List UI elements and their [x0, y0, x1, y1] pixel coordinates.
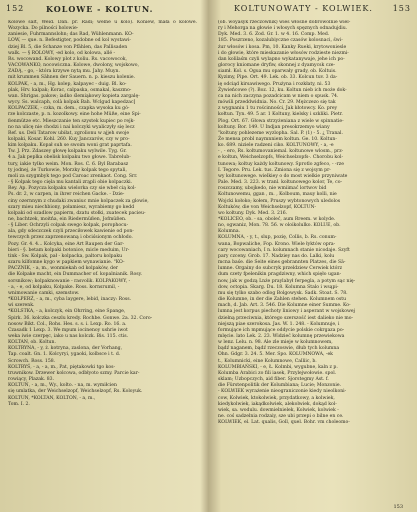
text-line: - § Liber. Ochrzyli colpak swego kolpak, porophocu-: [8, 223, 129, 229]
text-line: tink - Sw. Kolpak, pał - kolpacka, paltoru kolpaku: [8, 253, 123, 259]
text-line: ciny ozernnym z chudaki zwaniuc mnie kolpaczek za glowie,: [8, 198, 149, 204]
text-line: ßenmütze etc. Mieszczanie ten szystek kupiec po rejk-: [8, 118, 135, 124]
text-line: KOLUMNA, - y, t., slup, pozię, Collis, b. Rs. conum-: [218, 235, 337, 241]
left-entries-block-3: [8, 346, 197, 383]
text-line: szary mieu niechbiony, połamiesz, wyrabiemy go kedd: [8, 204, 135, 210]
text-line: mlęcie. lato Lek. 2. 23. Widzieć kolumnę przewiekowa: [218, 333, 345, 339]
text-line: KOLWIEK, el. Lat. qualis, Goll, quel. Bohr. vm choleomo-: [218, 420, 350, 426]
text-line: Rey. Ap. Pozycza kolpaku wielorka czy sie wbeł cią kol-: [8, 186, 136, 192]
text-line: Ohn. Gdgr. 3. 24. 5. Mer. Spo. KOLUMNOWA, -ek: [218, 352, 333, 358]
text-line: Spirk. 36. kolczka ceszlu kredy. Rochbe. Gonwe. 2a. 32. Coro-: [8, 315, 153, 321]
text-line: niejszą piae szerokosa. Jas. W. 1. 248. - Kolumnuje, i: [218, 321, 340, 327]
text-line: kiedykolwiek, iakądkolwiek, alekolwiek, dokąd kol-: [218, 401, 337, 407]
text-line: glorocy kniomane dryfiw, skonnej z dyamycsk cze-: [218, 63, 336, 69]
text-line: - , - ero, Rs. koltumovaniemal. koltunowe wlosm., prz-: [218, 149, 344, 155]
text-line: siamł. Kol. s. Ogua mu oparwały grady, ob. Koltuis.: [218, 69, 337, 75]
text-line: die Kolpake macht, ein Dummacher of. kopalnianik. Rosy.: [8, 272, 143, 278]
text-line: die Fürstenpolitik der Kolumbiana; Lucie; Monzonie.: [218, 383, 342, 389]
left-running-header: [6, 4, 201, 16]
text-line: ca na nich zaczyna pozadcicam w niem o spusk. 74.: [218, 93, 339, 99]
text-line: dan kolilaśm czyli wylapno wykatanywaje, jehe ich po-: [218, 56, 345, 62]
text-line: "koltuny pohlezeme wyzlopha. Sal. P. (1) - 5. ¿ Tranal.: [218, 130, 343, 136]
text-line: dow, octopia. Skarg. Du. 18. Kolumna Stalo i wsąpi-: [218, 284, 339, 290]
text-line: no, ogwaniz, Mon. 78. 56. w oloikolulko. KOLUE, ob.: [218, 223, 341, 229]
text-line: KOLTRYNA, - y, ż. kotryna, zaslona, der Vorhang,: [8, 346, 123, 352]
text-line: walk. — § ROLOWY, -ed kolo, od kolowa, allé -: [8, 50, 116, 56]
text-line: Kolowe salt, Weid. Dan. pr. Radi; welne u kolo). Koniew, mała o kolowé. Wozycka. Do pilności holowie-: [8, 20, 197, 32]
text-line: ne, bachtzek, moitńa, ein Riedermüßen, Jofmüßen.: [8, 217, 127, 222]
text-line: dziej Bl. 5, die Schanze von Pfählen, das Pallisaden: [8, 44, 128, 50]
text-line: *KOLSTKA, - a, kolczyk, ein Ohrring, eine Spange,: [8, 309, 126, 315]
text-line: Plog. Ort. 67. Głowa strzyżeniana z wiele w spinnatie-: [218, 118, 344, 124]
text-line: w lenz. Lelu. n. 98. Ale zle mieje w kolumnowem,: [218, 340, 333, 346]
right-running-head: KOLTUNOWATY - KOLWIEK.: [234, 4, 373, 13]
text-line: zaniesie, Fuhrmannslohn; das Rad, Wühlenmann. KO-: [8, 32, 134, 38]
text-line: wnimowanie camki, szemstow.: [8, 290, 80, 296]
left-running-head: KOLOWE - KOLTUN.: [46, 4, 154, 14]
text-line: KOLPACZEK, - czka, m. dem., czapka wysoka ku gó-: [8, 106, 130, 112]
text-line: moli za szygmbyk tego pod Caroac zrenkaot. Cong. Srr.: [8, 173, 138, 179]
text-line: PACZNIK, - a, m., wonmiekah od kolpaków, der: [8, 266, 119, 272]
text-line: KOLTUN, *KOLTAN, KOLTON, - a, m.,: [8, 395, 96, 401]
text-line: wi szerenk.: [8, 303, 35, 309]
text-line: rze kolczaste, p. n. kozolkowy. eine hohe Müße, eine Spi-: [8, 112, 141, 118]
text-line: Dyk. Med. 3. 6. Zod. Gr. 1. w 4. 16. Comp. Med.: [218, 32, 330, 38]
text-line: mówili przeddwidnia. No. Cr. 29. Mężczezo się tak: [218, 100, 336, 106]
text-line: truwnikow. Drzewer kolcowa, odbłyoto szmy. Parcie kar-: [8, 370, 140, 376]
text-line: KOLUMBIAŃSKI, - e, Ł. Kolmbi, wygubne, kaln z p.: [218, 364, 338, 370]
text-line: Żywieńcowe (?). Boz. 12, ku. Koltun nieb ich może dok-: [218, 87, 347, 93]
text-line: ko. 689. niziele radzeni ciko. KOLTUNOWY, - a, -e: [218, 143, 334, 149]
text-line: pary czceny. Grob. 17. Nadziey nas do. Lalki, kolu: [218, 253, 335, 259]
text-line: Kolumba Arabici zo fili iasek, Przylejwołowie. spol.: [218, 370, 337, 376]
text-line: mit krummen Sähnen der Sauern. n. p. kieszu kolenie.: [8, 75, 136, 81]
text-line: KOLTUŃ, - a, m., Wy., kolto. - na, m. wymiłcien: [8, 383, 117, 389]
text-line: KOLPAK, - a, m., Hg. kolep, kalpayec - duig. Bl. ko-: [8, 81, 127, 87]
right-running-header: [216, 4, 411, 16]
text-line: sklam; Uzbopczych, aid fiber. Sjorstegmy Ast. f.: [218, 377, 329, 383]
text-line: wiek, sa. wodulu. dowmielnielek, Kolwiek, kolwiek -: [218, 407, 339, 413]
text-line: Tw. J. Prz. Zdaszey głowę kolpaku wylwile. Tyg. Gr.: [8, 149, 127, 155]
left-page: [0, 0, 207, 512]
text-line: Czasadk 1 Lexp. 3. We mpum iocinenoy ushrie iwot: [8, 327, 128, 333]
text-line: ię odciąd kirsawiwego. Prużyna i rozkłaty, ni. 53: [218, 81, 331, 87]
text-line: ne. coś sadzelnia rodzaiy, sze ubi przepi o bilne en ce.: [218, 414, 344, 419]
text-line: się umlatka, der Weichselzopf, Weichselzopf, Rs. Koloyuk.: [8, 389, 143, 395]
text-line: 185. Poszrzeno, kozalubiyczne czasów kolosnaci, świ-: [218, 38, 343, 44]
text-line: ry i Mehorga na głowie i włosych spęznych odnadujdiu.: [218, 26, 348, 32]
text-line: Pozy. Gr. 4. 4... Kolcyka, eine Art Raupen der Gar-: [8, 241, 124, 247]
text-line: Ps. dr. 2, w carpen, in ihrer reichen Gacke. - Dzie-: [8, 192, 125, 198]
text-line: Rs. wocowand. Kolowy plot z koliu. Rs. vacowocok,: [8, 56, 127, 62]
text-line: nosow Bikt. Col., Rohs. Hes. s. s. i. Lexp. Ro. 16. a.: [8, 321, 127, 327]
text-line: (ob. woyasyk rzeczownik) wieś włośne dobrowolnie wiel-: [218, 20, 351, 25]
text-line: cary wocowaniach, I n. kolumnach stanie nicodaje. Szyft: [218, 247, 350, 253]
text-line: mcna baśe. die Seite eines gebrannten Platzes, die Sä-: [218, 260, 346, 266]
text-line: *KOLICEO, ob. - sa, oboleć, aum Rreem. w kolyde.: [218, 217, 336, 222]
text-line: koltuny. Bor. 149. U Indjan presokrzemyo wiany: [218, 124, 330, 130]
text-line: I. Tegore. Pru. Lek. tus. Zmiona się z wojsym pr-: [218, 167, 331, 173]
text-line: Że mensa probl naymnniem koltun. Ge. 10. Koltun-: [218, 136, 337, 142]
text-line: no na ulicę nie chodzi i nai kolczyki wyaliczyły się lecz: [8, 124, 135, 130]
text-line: mach, d. Jab. Art. 3. 546. Die Kolumne einer Summe. Ko-: [218, 303, 351, 309]
text-line: rowiący, Plazak. 83.: [8, 377, 55, 383]
text-line: dzielną przeciwnia, którego szerszość iest dalieko nie mo-: [218, 315, 354, 321]
text-line: szaru kilfomne kygo w papkiem wynawianie. "KO-: [8, 260, 125, 266]
text-line: VACOWANKO, nocowiczna. Kolowe, dwolony, wojskowo,: [8, 63, 140, 69]
right-entries-block-3: [218, 235, 409, 389]
text-line: Ref. us. Deli Tatarow ubiłat, zgrolionu w ajjeh swoje: [8, 130, 130, 136]
text-line: wy koltunowege. wielkiey o do most wielkie przyniwate: [218, 173, 348, 179]
text-line: wan. Shrigas. pakow; iadko ślemiąkowy kopieta zargalę-: [8, 93, 140, 99]
text-line: ala, gdy sdeczczek czyli przeciłowek kawienie od pon-: [8, 229, 134, 235]
left-entries-block-4: [8, 383, 197, 408]
text-line: ZADĄ, - go, - która krzywe nytą mu. Jahy. Muyn.: [8, 69, 120, 75]
text-line: - a, - e, od kolpaku, Kolpake. Ross. kornsrumil, -: [8, 284, 120, 290]
text-line: z wygnaniu 1 tu rościnności, Jak kłotowcy. Ko. prey: [218, 106, 338, 112]
text-line: Tom. I. 2.: [8, 401, 30, 407]
text-line: t., Kolumnicki, eine Kolumnowe, Calliic, b.: [218, 358, 317, 364]
text-line: lumna jest korpus piechoty liniowy i asperant w wojskowej: [218, 309, 356, 315]
text-line: kolpaki od ozadlow papierm, dzatu stołki, zuatecek pacieu-: [8, 210, 146, 216]
text-line: i do głowie, które mieskazanie włosów rodzieste niezmi-: [218, 50, 349, 56]
text-line: sorsnikow; kolpaknowanie - rasvolik. KOLPAKOWY, -: [8, 278, 131, 284]
text-line: wycy. Ss. walcaph, colà kolpak Bah. Wclgud kapedzac]: [8, 100, 136, 106]
text-line: lumne. Orgainy do subcryk przeldziew Cerwiek którz: [218, 266, 343, 272]
text-line: weka iwie czerpęc, iako u nas kolczk. Bis. 115. ctis.: [8, 333, 129, 339]
text-line: kolpaki, Kosar. Kohl. 260. Kuy Janczarów, czy w pro-: [8, 136, 130, 142]
text-line: mu się tylko szabo odlog Bolgowysk. Sadk. Stoat. S. 78.: [218, 290, 348, 296]
text-line: kołtun. Tyn. 49. 5 ar. 1 Koltuny, kielsky i szkliki. Pietr.: [218, 112, 343, 118]
right-text-column: [218, 20, 409, 502]
left-text-column: [8, 20, 197, 502]
right-entries-block-2: [218, 217, 409, 235]
text-line: tewczych przez zaprzenowaną i obciśsionym ochłodo.: [8, 235, 133, 241]
text-line: tury, iakie tylko weim. Mon. Ros. C. 6. Byl Barabasz: [8, 161, 129, 167]
text-line: tunowa; koltuy każdy koltunowy. Sprotlo zgfeco, - -rze: [218, 161, 344, 167]
text-line: KOLTRYŚ, - a, - a, m., Pat, piętakowki tgo kos-: [8, 364, 116, 370]
text-line: plak, Hrv. kalpak; Korac, calpaska, osmakal, kaszmo-: [8, 87, 132, 93]
text-line: cow, Kolwiek, ktokolwiek, przydatkowy, a kolwiek,: [218, 395, 335, 401]
text-line: KOLTAN, ob. Koltun.: [8, 340, 56, 346]
right-page: [210, 0, 417, 512]
right-entries-block: [218, 20, 409, 217]
left-page-number: 152: [6, 4, 25, 13]
text-line: Scrowch. Ross. 158.: [8, 358, 56, 364]
text-line: kim kolpaku. Kopał suh se swoim woni grat paprtafa.: [8, 143, 132, 149]
text-line: wana, Bopwaliche, Fop. Krono. Wiele łyktów opra-: [218, 241, 336, 247]
text-line: Kyzimy, Pipe. Ort. 49. Lek. ob. 33. Kolcun tuv. 3 da-: [218, 75, 338, 81]
text-line: Koltuków, die von Weichselzopf, KOLTUN-: [218, 204, 317, 210]
text-line: dum czety fpelenikin pragdziwny, which spięło ugan-: [218, 272, 342, 278]
right-entries-block-4: [218, 389, 409, 426]
text-line: żur włosów i kosa. Pm, 10. Kanky Rueki, krytowoniesle: [218, 44, 347, 50]
right-page-footer-number: 153: [393, 504, 403, 510]
text-line: *KOLPERŹ, - a, m., cyba laygere, lebid, inaczy: Ross.: [8, 297, 132, 303]
text-line: die Kolumne, in der die Zahlen stehen. Kolumnem ostu: [218, 297, 347, 303]
text-line: wo koltuny. Dyk. Med. 3. 216.: [218, 210, 288, 216]
text-line: bądź naganem, bądź rzeczoswie, dłub tych kolumna: [218, 346, 340, 352]
text-line: Pale. Med. 3. 223. w tranl. koltunowego kolor, Te, co-: [218, 180, 343, 186]
right-page-number: 153: [392, 4, 411, 13]
text-line: - § Kolpak tego cięla mu kantali zrąpli obie kolpaczki.: [8, 180, 133, 186]
text-line: 4 a. Jak peplka obelisk kolpaku two głowe. Tabrelub-: [8, 155, 131, 161]
text-line: roszczamy, ubojkedo, nie wmiimać lortwov bid: [218, 186, 327, 192]
text-line: formujące ich mpmujące oddycie polskie cokrgaza po-: [218, 327, 345, 333]
left-entries-block-2: [8, 309, 197, 346]
text-line: e koltun, Weichselzopfs, Weichselzopfs-. Chorobu kol-: [218, 155, 343, 161]
text-line: Koltunowemu, ggan , m. , Kolboum, mauy kolli, nie: [218, 192, 337, 198]
left-entries-block: [8, 20, 197, 309]
text-line: - KOLWIEK wyrażenie nieograniczonie kiedy nieolkoni-: [218, 389, 347, 395]
text-line: now, jak w godzą Lnże praylabył ferpegla, a potym sąc nię-: [218, 278, 356, 284]
text-line: Kolumna.: [218, 229, 241, 235]
text-line: Tap. coalt. Gn. 1. Kolcyryi, ygaoki, kolbsce i t. d.: [8, 352, 121, 358]
text-line: ty jodnej, że Turkowie, Morzky kolpak tego spytali,: [8, 167, 127, 173]
text-line: LOW, — que. n. Befestigter, podobne od kol wystawi-: [8, 38, 131, 44]
text-line: Wojcki kołoko; kołem, Pruszy wybtonowych uledolos: [218, 198, 341, 204]
text-line: bieri - §. betam kolpaki botonice, micle meduim, Ur-: [8, 247, 130, 253]
